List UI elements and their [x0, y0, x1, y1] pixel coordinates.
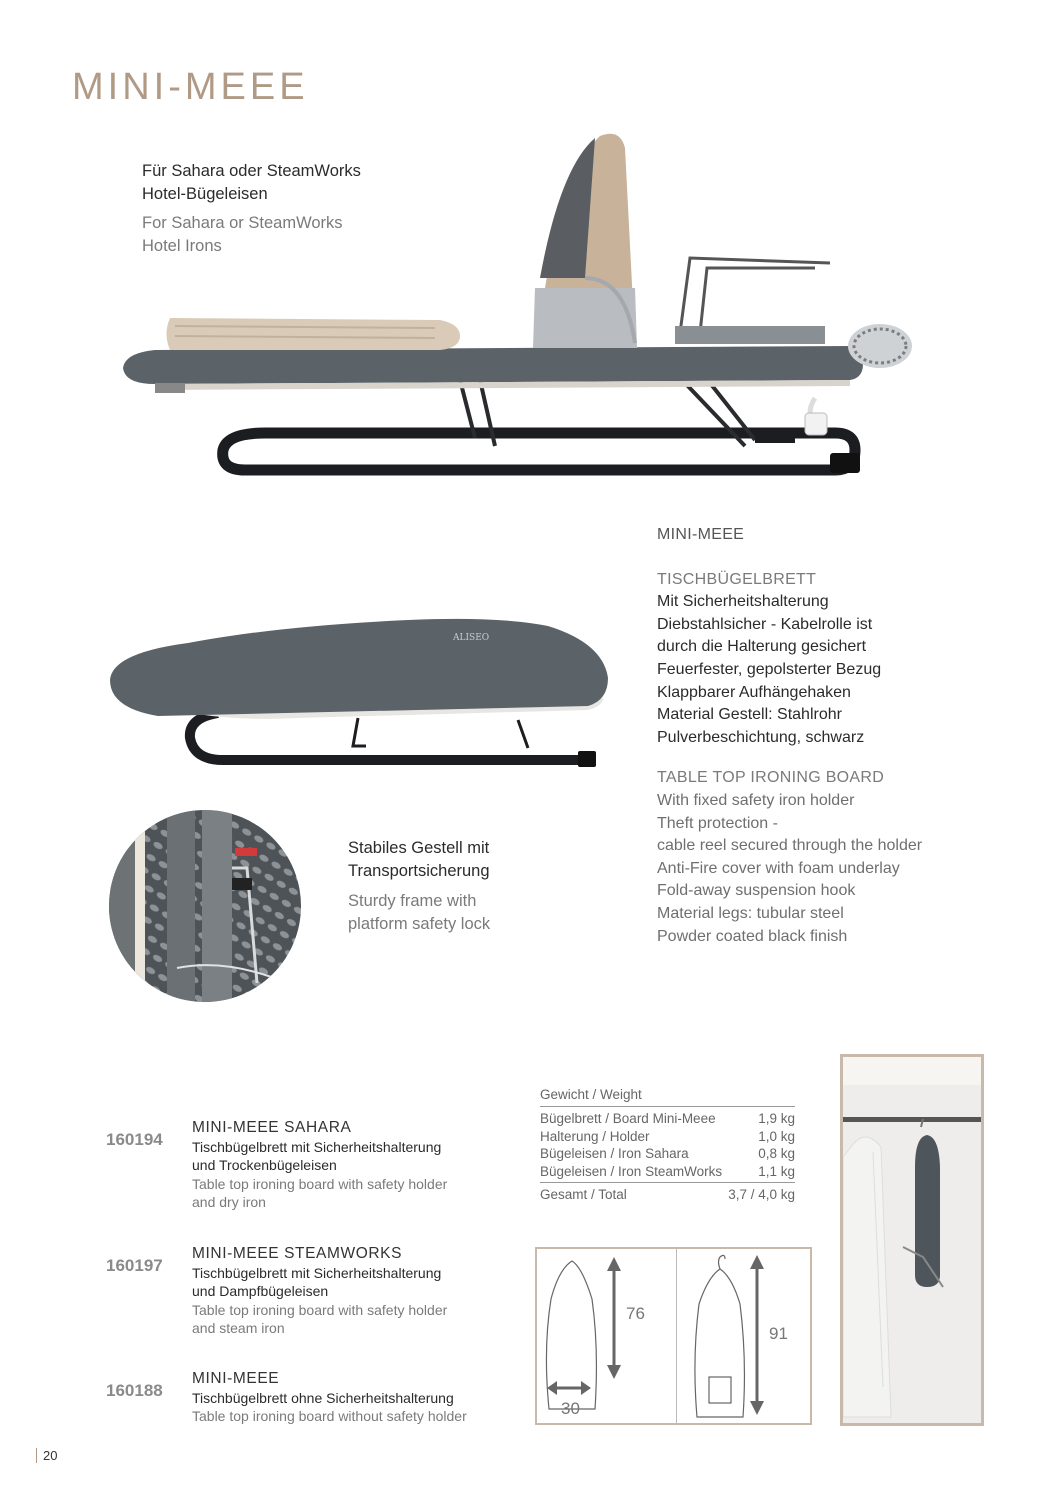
- weight-row-label: Bügeleisen / Iron SteamWorks: [540, 1163, 723, 1179]
- frame-caption-de-line2: Transportsicherung: [348, 862, 490, 880]
- product-en-line: Table top ironing board with safety holder: [192, 1175, 448, 1192]
- dimension-length-label: 76: [626, 1304, 645, 1323]
- product-de-line: Tischbügelbrett mit Sicherheitshalterung: [192, 1264, 442, 1281]
- product-entry: [106, 1119, 526, 1214]
- dimension-hanging-height-label: 91: [769, 1324, 788, 1343]
- product-entry: [106, 1245, 526, 1340]
- weight-row-value: 1,1 kg: [758, 1163, 795, 1179]
- board-side-image: [98, 598, 618, 793]
- dimension-width-label: 30: [561, 1399, 580, 1418]
- weight-row-value: 1,9 kg: [758, 1111, 795, 1126]
- description-en-line: Theft protection -: [657, 814, 778, 832]
- weight-row-value: 0,8 kg: [758, 1146, 795, 1161]
- description-heading: MINI-MEEE: [657, 526, 745, 543]
- weight-table: [540, 1087, 795, 1204]
- description-subheading-en: TABLE TOP IRONING BOARD: [657, 769, 885, 787]
- description-en-line: Material legs: tubular steel: [657, 904, 844, 922]
- frame-caption-en-line1: Sturdy frame with: [348, 892, 477, 910]
- dimensions-diagram: [535, 1247, 812, 1425]
- description-en-line: Anti-Fire cover with foam underlay: [657, 859, 900, 877]
- description-en-line: Powder coated black finish: [657, 927, 848, 945]
- frame-caption: [348, 837, 568, 936]
- description-de-line: Feuerfester, gepolsterter Bezug: [657, 660, 882, 678]
- weight-total-value: 3,7 / 4,0 kg: [728, 1187, 795, 1202]
- frame-caption-de-line1: Stabiles Gestell mit: [348, 839, 490, 857]
- page-number: 20: [36, 1448, 57, 1463]
- description-block: [657, 524, 1037, 948]
- product-number: 160188: [106, 1381, 163, 1400]
- product-de-line: Tischbügelbrett mit Sicherheitshalterung: [192, 1138, 442, 1155]
- product-name: MINI-MEEE SAHARA: [192, 1119, 352, 1136]
- weight-table-heading: Gewicht / Weight: [540, 1087, 795, 1107]
- product-name: MINI-MEEE STEAMWORKS: [192, 1245, 403, 1262]
- product-name: MINI-MEEE: [192, 1370, 280, 1387]
- description-de-line: Diebstahlsicher - Kabelrolle ist: [657, 615, 873, 633]
- description-en-line: With fixed safety iron holder: [657, 791, 855, 809]
- product-en-line: and dry iron: [192, 1194, 266, 1210]
- weight-row: [540, 1128, 795, 1146]
- intro-de-line2: Hotel-Bügeleisen: [142, 185, 268, 203]
- hero-product-image: [115, 128, 925, 490]
- description-de-line: durch die Halterung gesichert: [657, 638, 867, 656]
- weight-total-row: [540, 1183, 795, 1204]
- intro-en-line1: For Sahara or SteamWorks: [142, 214, 343, 232]
- board-brand-logo: ALISEO: [453, 633, 490, 643]
- frame-caption-en-line2: platform safety lock: [348, 915, 491, 933]
- weight-row: [540, 1110, 795, 1128]
- product-number: 160197: [106, 1256, 163, 1275]
- description-subheading-de: TISCHBÜGELBRETT: [657, 570, 817, 588]
- intro-de-line1: Für Sahara oder SteamWorks: [142, 162, 361, 180]
- intro-en-line2: Hotel Irons: [142, 237, 222, 255]
- hanging-board-icon: [695, 1269, 745, 1417]
- weight-row-label: Bügeleisen / Iron Sahara: [540, 1146, 689, 1161]
- product-en-line: and steam iron: [192, 1320, 285, 1336]
- product-de-line: und Trockenbügeleisen: [192, 1157, 337, 1173]
- product-de-line: Tischbügelbrett ohne Sicherheitshalterung: [192, 1389, 454, 1406]
- description-en-line: Fold-away suspension hook: [657, 882, 856, 900]
- weight-row: [540, 1145, 795, 1163]
- page-title: MINI-MEEE: [72, 66, 309, 108]
- product-entry: [106, 1370, 526, 1430]
- description-de-line: Klappbarer Aufhängehaken: [657, 683, 851, 701]
- weight-row-label: Bügelbrett / Board Mini-Meee: [540, 1111, 716, 1126]
- weight-row: [540, 1163, 795, 1181]
- weight-row-label: Halterung / Holder: [540, 1128, 650, 1144]
- wardrobe-illustration: [843, 1057, 981, 1423]
- product-number: 160194: [106, 1130, 163, 1149]
- frame-detail-image: [107, 808, 303, 1004]
- description-de-line: Material Gestell: Stahlrohr: [657, 706, 842, 724]
- weight-row-value: 1,0 kg: [758, 1128, 795, 1144]
- description-de-line: Mit Sicherheitshalterung: [657, 593, 829, 611]
- weight-total-label: Gesamt / Total: [540, 1187, 627, 1202]
- product-en-line: Table top ironing board with safety holder: [192, 1301, 448, 1318]
- wardrobe-photo: [840, 1054, 984, 1426]
- product-de-line: und Dampfbügeleisen: [192, 1283, 329, 1299]
- description-en-line: cable reel secured through the holder: [657, 837, 923, 855]
- description-de-line: Pulverbeschichtung, schwarz: [657, 728, 865, 746]
- product-en-line: Table top ironing board without safety holder: [192, 1408, 467, 1424]
